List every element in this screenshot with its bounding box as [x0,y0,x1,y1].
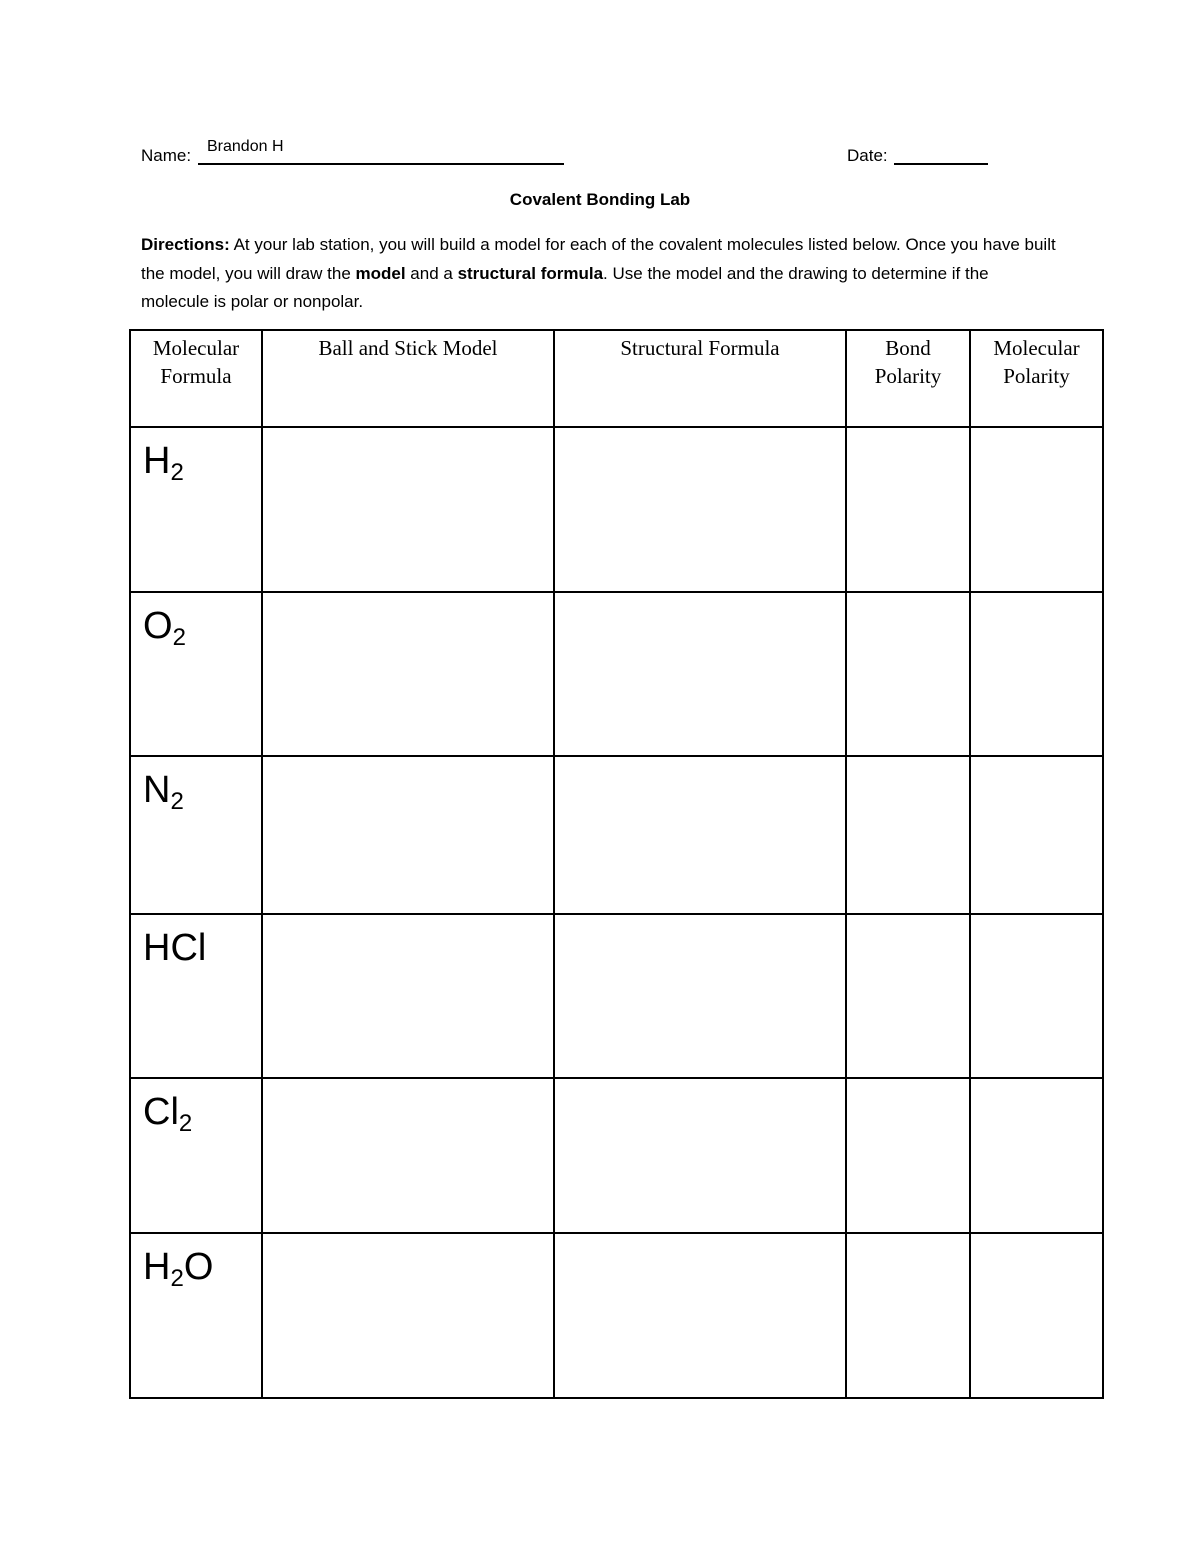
molecular-polarity-cell[interactable] [970,1233,1103,1398]
structural-formula-cell[interactable] [554,756,846,914]
date-label: Date: [847,146,888,165]
molecular-polarity-cell[interactable] [970,914,1103,1078]
bond-polarity-cell[interactable] [846,427,970,592]
formula-cell: $N_2$ [130,756,262,914]
structural-formula-cell[interactable] [554,427,846,592]
ball-stick-cell[interactable] [262,1078,554,1233]
bond-polarity-cell[interactable] [846,1078,970,1233]
bond-polarity-cell[interactable] [846,914,970,1078]
name-label: Name: [141,146,192,165]
molecular-polarity-cell[interactable] [970,756,1103,914]
ball-stick-cell[interactable] [262,914,554,1078]
column-header-molecular-polarity: Molecular Polarity [970,330,1103,427]
molecular-polarity-cell[interactable] [970,1078,1103,1233]
column-header-ball-stick-model: Ball and Stick Model [262,330,554,427]
formula-cell: $H_2O$ [130,1233,262,1398]
ball-stick-cell[interactable] [262,427,554,592]
ball-stick-cell[interactable] [262,1233,554,1398]
table-row [130,427,1103,592]
directions-bold-structural: structural formula [457,263,604,283]
structural-formula-cell[interactable] [554,1078,846,1233]
formula-cell: $Cl_2$ [130,1078,262,1233]
structural-formula-cell[interactable] [554,914,846,1078]
bond-polarity-cell[interactable] [846,756,970,914]
column-header-structural-formula: Structural Formula [554,330,846,427]
table-row [130,1078,1103,1233]
name-field-line [198,163,564,165]
column-header-bond-polarity: Bond Polarity [846,330,970,427]
formula-cell: $O_2$ [130,592,262,756]
formula-cell: $H_2$ [130,427,262,592]
column-header-molecular-formula: Molecular Formula [130,330,262,427]
formula-cell: HCl [130,914,262,1078]
directions-text-3: . Use the model and the drawing to determine if the molecule is polar or nonpolar. [141,263,989,311]
structural-formula-cell[interactable] [554,592,846,756]
bond-polarity-cell[interactable] [846,592,970,756]
directions-label: Directions: [141,235,230,254]
table-row [130,756,1103,914]
lab-table [129,329,1104,1399]
directions-text-2: and a [405,263,458,283]
directions-bold-model: model [355,263,406,283]
table-row [130,914,1103,1078]
molecular-polarity-cell[interactable] [970,592,1103,756]
page-title: Covalent Bonding Lab [509,190,691,209]
date-field-line[interactable] [894,163,988,165]
bond-polarity-cell[interactable] [846,1233,970,1398]
ball-stick-cell[interactable] [262,592,554,756]
molecular-polarity-cell[interactable] [970,427,1103,592]
table-header-row [130,330,1103,427]
directions-text-1: At your lab station, you will build a model for each of the covalent molecules listed below. Once you have built the model, you will draw the [141,235,1056,283]
ball-stick-cell[interactable] [262,756,554,914]
table-row [130,592,1103,756]
name-value[interactable]: Brandon H [207,138,284,155]
structural-formula-cell[interactable] [554,1233,846,1398]
table-row [130,1233,1103,1398]
directions-paragraph [141,231,1061,317]
